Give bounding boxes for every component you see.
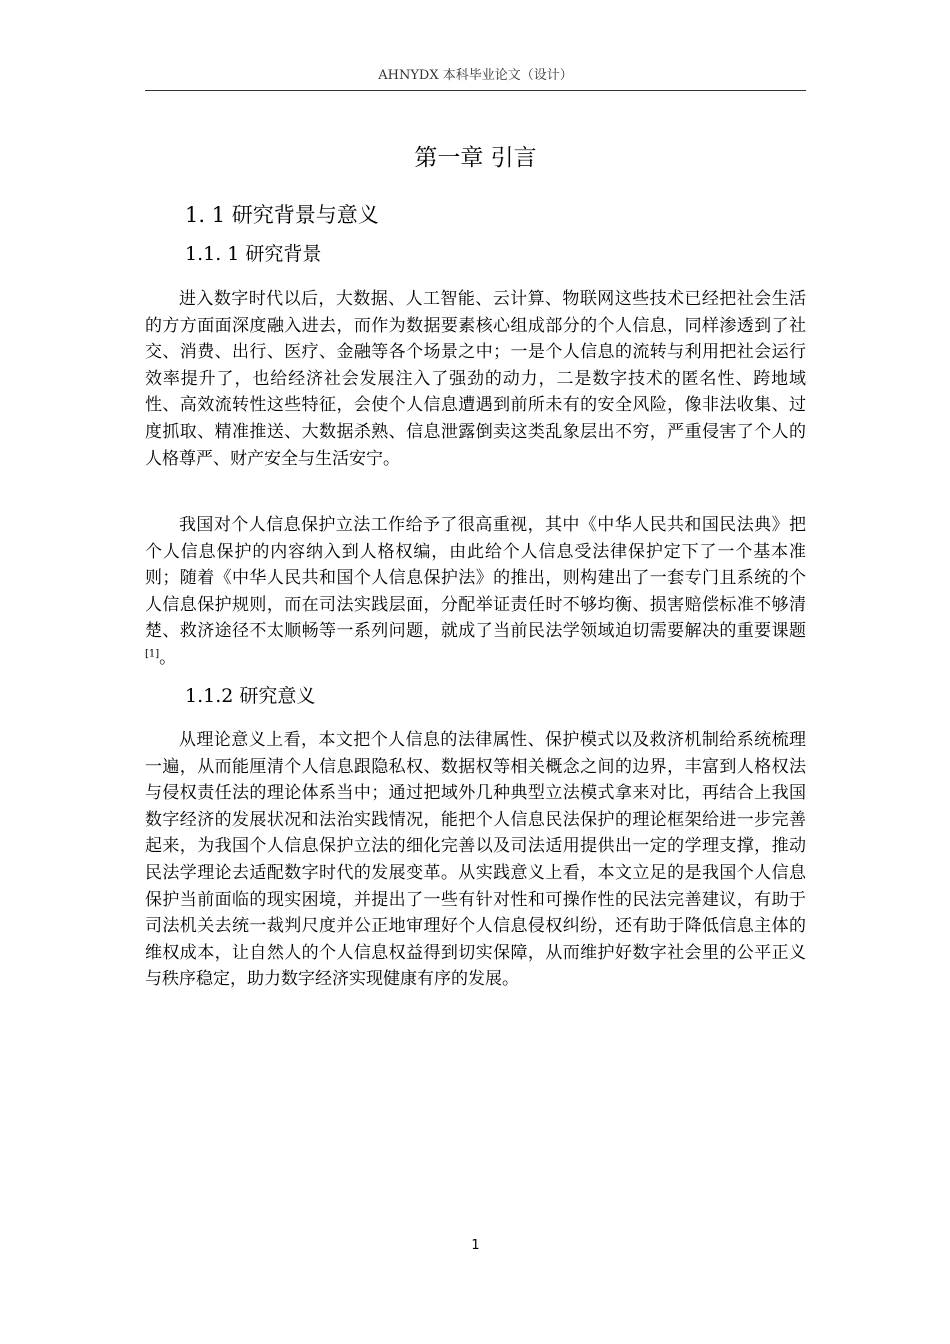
paragraph-background-1: 进入数字时代以后，大数据、人工智能、云计算、物联网这些技术已经把社会生活的方方面面深度融入进去，而作为数据要素核心组成部分的个人信息，同样渗透到了社交、消费、出行、医疗、金融等各个场景之中；一是个人信息的流转与利用把社会运行效率提升了，也给经济社会发展注入了强劲的动力，二是数字技术的匿名性、跨地域性、高效流转性这些特征，会使个人信息遭遇到前所未有的安全风险，像非法收集、过度抓取、精准推送、大数据杀熟、信息泄露倒卖这类乱象层出不穷，严重侵害了个人的人格尊严、财产安全与生活安宁。 bbox=[145, 289, 806, 469]
paragraph-significance-1: 从理论意义上看，本文把个人信息的法律属性、保护模式以及救济机制给系统梳理一遍，从而能厘清个人信息跟隐私权、数据权等相关概念之间的边界，丰富到人格权法与侵权责任法的理论体系当中；通过把域外几种典型立法模式拿来对比，再结合上我国数字经济的发展状况和法治实践情况，能把个人信息民法保护的理论框架给进一步完善起来，为我国个人信息保护立法的细化完善以及司法适用提供出一定的学理支撑，推动民法学理论去适配数字时代的发展变革。从实践意义上看，本文立足的是我国个人信息保护当前面临的现实困境，并提出了一些有针对性和可操作性的民法完善建议，有助于司法机关去统一裁判尺度并公正地审理好个人信息侵权纠纷，还有助于降低信息主体的维权成本，让自然人的个人信息权益得到切实保障，从而维护好数字社会里的公平正义与秩序稳定，助力数字经济实现健康有序的发展。 bbox=[145, 730, 806, 990]
subsection-title-1-1-1: 1.1. 1 研究背景 bbox=[185, 243, 322, 265]
citation-ref-1: [1] bbox=[145, 648, 160, 660]
page-number: 1 bbox=[471, 1238, 480, 1253]
subsection-title-1-1-2: 1.1.2 研究意义 bbox=[185, 685, 316, 707]
chapter-title: 第一章 引言 bbox=[414, 145, 537, 171]
section-title-1-1: 1. 1 研究背景与意义 bbox=[185, 203, 379, 227]
paragraph-background-2-text: 我国对个人信息保护立法工作给予了很高重视，其中《中华人民共和国民法典》把个人信息保护的内容纳入到人格权编，由此给个人信息受法律保护定下了一个基本准则；随着《中华人民共和国个人信息保护法》的推出，则构建出了一套专门且系统的个人信息保护规则，而在司法实践层面，分配举证责任时不够均衡、损害赔偿标准不够清楚、救济途径不太顺畅等一系列问题，就成了当前民法学领域迫切需要解决的重要课题 bbox=[145, 515, 806, 642]
page-header: AHNYDX 本科毕业论文（设计） bbox=[145, 66, 806, 91]
paragraph-background-2 bbox=[145, 512, 806, 672]
paragraph-background-2-end: 。 bbox=[159, 647, 177, 668]
